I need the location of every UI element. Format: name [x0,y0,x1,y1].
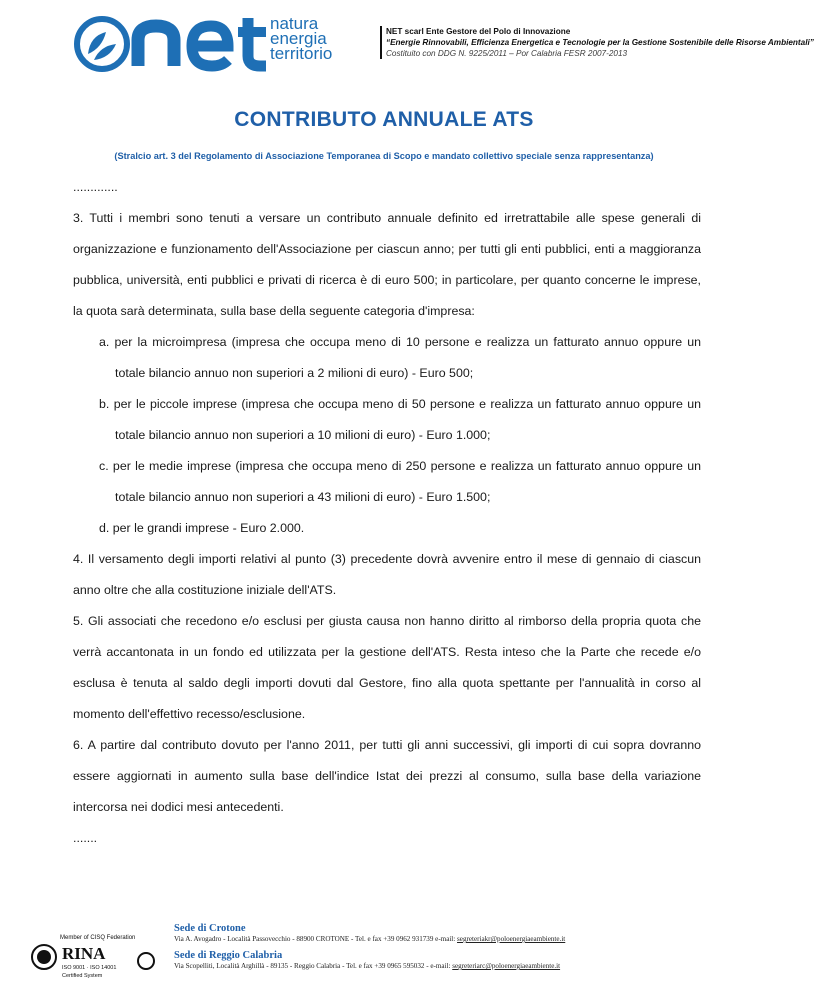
logo-tagline-word: natura [270,14,319,33]
header-org-mission: “Energie Rinnovabili, Efficienza Energetica e Tecnologie per la Gestione Sostenibile delle Risorse Ambientali” [386,38,814,47]
page-title: CONTRIBUTO ANNUALE ATS [234,108,534,131]
sede-crotone-addr-text: Via A. Avogadro - Località Passovecchio - 88900 CROTONE - Tel. e fax +39 0962 931739 e-mail: [174,935,458,943]
page-subtitle: (Stralcio art. 3 del Regolamento di Associazione Temporanea di Scopo e mandato collettivo speciale senza rappresentanza) [114,151,654,161]
sede-reggio-address [174,962,565,970]
cert-brand-text: RINA [62,944,106,963]
category-list [73,327,701,544]
cert-iso-text: ISO 9001 · ISO 14001 [62,965,117,971]
logo-tagline [270,16,332,61]
seal-icon [37,950,51,964]
header-org-name: NET scarl Ente Gestore del Polo di Innovazione [386,27,571,36]
iqnet-icon [138,953,154,969]
list-item: b. per le piccole imprese (impresa che occupa meno di 50 persone e realizza un fatturato annuo oppure un totale bilancio annuo non superiori a 10 milioni di euro) - Euro 1.000; [99,397,701,442]
list-item: d. per le grandi imprese - Euro 2.000. [99,521,305,535]
page-footer [0,915,768,994]
document-body [73,172,701,854]
sede-crotone-email-link[interactable]: segreteriakr@poloenergiaeambiente.it [457,935,566,943]
header-org-decree: Costituito con DDG N. 9225/2011 – Por Calabria FESR 2007-2013 [386,49,628,58]
sede-reggio-title: Sede di Reggio Calabria [174,950,283,961]
rina-certification-logo [30,927,160,985]
cert-system-text: Certified System [62,973,103,979]
paragraph-5: 5. Gli associati che recedono e/o esclusi per giusta causa non hanno diritto al rimborso della propria quota che verrà accantonata in un fondo ed utilizzata per la gestione dell'ATS. Resta inteso che la Parte che recede e/o esclusa è tenuta al saldo degli importi dovuti dal Gestore, fino alla quota spettante per l'annualità in corso al momento dell'effettivo recesso/esclusione. [73,614,701,721]
paragraph-3: 3. Tutti i membri sono tenuti a versare un contributo annuale definito ed irretrattabile alle spese generali di organizzazione e funzionamento dell'Associazione per ciascun anno; per tutti gli enti pubblici, enti a maggioranza pubblica, università, enti pubblici e privati di ricerca è di euro 500; in particolare, per quanto concerne le imprese, la quota sarà determinata, sulla base della seguente categoria d'impresa: [73,211,701,318]
page-header [0,0,814,80]
logo-tagline-word: energia [270,29,327,48]
sede-reggio-email-link[interactable]: segreteriarc@poloenergiaeambiente.it [452,962,561,970]
ellipsis-end: ....... [73,831,98,845]
list-item: c. per le medie imprese (impresa che occupa meno di 250 persone e realizza un fatturato annuo oppure un totale bilancio annuo non superiori a 43 milioni di euro) - Euro 1.500; [99,459,701,504]
paragraph-4: 4. Il versamento degli importi relativi al punto (3) precedente dovrà avvenire entro il mese di gennaio di ciascun anno oltre che alla costituzione iniziale dell'ATS. [73,552,701,597]
logo-tagline-word: territorio [270,44,333,63]
ellipsis-start: ............. [73,180,118,194]
logo-ring-icon [77,19,127,69]
paragraph-6: 6. A partire dal contributo dovuto per l'anno 2011, per tutti gli anni successivi, gli importi di cui sopra dovranno essere aggiornati in aumento sulla base dell'indice Istat dei prezzi al consumo, sulla base della variazione intercorsa nei dodici mesi antecedenti. [73,738,701,814]
sede-crotone-title: Sede di Crotone [174,923,246,934]
cert-federation-text: Member of CISQ Federation [60,935,136,941]
header-info [380,26,814,59]
list-item: a. per la microimpresa (impresa che occupa meno di 10 persone e realizza un fatturato annuo oppure un totale bilancio annuo non superiori a 2 milioni di euro) - Euro 500; [99,335,701,380]
sede-reggio-addr-text: Via Scopelliti, Località Arghillà - 89135 - Reggio Calabria - Tel. e fax +39 0965 595032 - e-mail: [174,962,453,970]
sede-crotone-address [174,935,565,943]
footer-addresses [174,923,565,977]
